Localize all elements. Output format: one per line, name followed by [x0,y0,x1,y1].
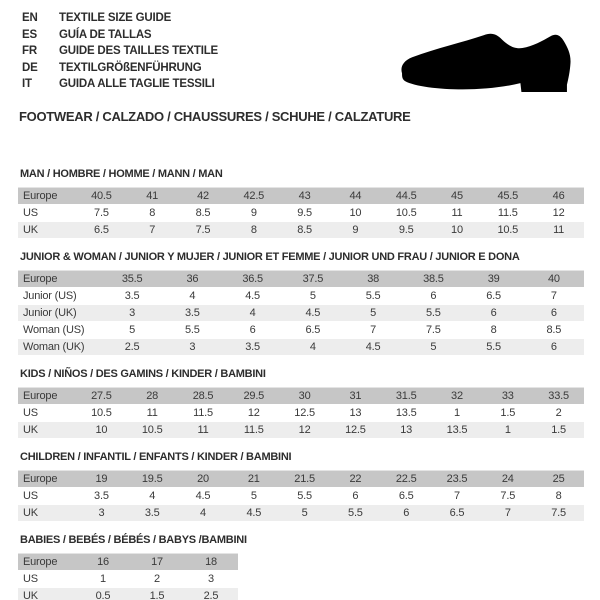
size-cell: 6 [524,305,584,322]
size-cell: 6 [464,305,524,322]
size-row-kids-1 [18,405,584,422]
size-section-children [18,451,584,522]
size-cell: 2 [533,405,584,422]
size-row-junior-woman-0 [18,271,584,288]
size-cell: 33 [482,388,533,405]
size-row-man-1 [18,205,584,222]
size-cell: 6 [524,339,584,356]
size-row-junior-woman-2 [18,305,584,322]
size-section-title: MAN / HOMBRE / HOMME / MANN / MAN [20,168,223,180]
language-row-de [22,60,218,77]
row-label: UK [18,422,76,439]
language-label: TEXTILGRÖßENFÜHRUNG [59,61,202,74]
row-label: US [18,205,76,222]
size-cell: 1 [482,422,533,439]
size-cell: 3.5 [223,339,283,356]
size-cell: 3 [76,505,127,522]
size-cell: 8.5 [524,322,584,339]
size-row-junior-woman-1 [18,288,584,305]
size-cell: 40 [524,271,584,288]
size-cell: 42.5 [228,188,279,205]
size-cell: 22 [330,471,381,488]
size-cell: 5 [228,488,279,505]
size-cell: 38 [343,271,403,288]
size-cell: 7 [343,322,403,339]
size-cell: 4.5 [178,488,229,505]
size-table-babies [18,553,238,600]
size-cell: 10.5 [76,405,127,422]
language-label: GUIDA ALLE TAGLIE TESSILI [59,78,215,90]
size-cell: 38.5 [403,271,463,288]
size-row-man-0 [18,188,584,205]
row-label: Europe [18,471,76,488]
size-cell: 2 [130,571,184,588]
row-label: Europe [18,188,76,205]
size-cell: 1.5 [482,405,533,422]
size-cell: 6.5 [381,488,432,505]
size-cell: 22.5 [381,471,432,488]
row-label: Europe [18,388,76,405]
size-cell: 6.5 [432,505,483,522]
size-cell: 4 [223,305,283,322]
size-cell: 4 [178,505,229,522]
size-cell: 28 [127,388,178,405]
size-cell: 9.5 [381,222,432,239]
size-cell: 5.5 [162,322,222,339]
size-cell: 1.5 [533,422,584,439]
size-cell: 6.5 [76,222,127,239]
size-cell: 23.5 [432,471,483,488]
size-cell: 35.5 [102,271,162,288]
size-cell: 36.5 [223,271,283,288]
size-tables [18,168,584,600]
size-cell: 4 [127,488,178,505]
size-cell: 13.5 [381,405,432,422]
row-label: Woman (UK) [18,339,102,356]
size-cell: 33.5 [533,388,584,405]
size-cell: 6.5 [464,288,524,305]
size-table-man [18,187,584,239]
size-cell: 7 [127,222,178,239]
size-cell: 44.5 [381,188,432,205]
size-cell: 10.5 [482,222,533,239]
size-cell: 5.5 [279,488,330,505]
size-cell: 6.5 [283,322,343,339]
size-cell: 7.5 [533,505,584,522]
size-cell: 25 [533,471,584,488]
size-cell: 3.5 [76,488,127,505]
size-cell: 28.5 [178,388,229,405]
size-section-babies [18,534,584,600]
row-label: UK [18,588,76,600]
size-cell: 24 [482,471,533,488]
size-cell: 3.5 [127,505,178,522]
size-row-children-1 [18,488,584,505]
language-row-en [22,10,218,27]
size-cell: 4 [162,288,222,305]
size-cell: 9.5 [279,205,330,222]
size-cell: 6 [403,288,463,305]
language-code: DE [22,61,38,74]
dress-shoe-icon [398,33,572,93]
size-cell: 11 [533,222,584,239]
row-label: US [18,488,76,505]
row-label: UK [18,222,76,239]
size-row-kids-0 [18,388,584,405]
size-cell: 11 [178,422,229,439]
size-row-man-2 [18,222,584,239]
size-cell: 41 [127,188,178,205]
size-cell: 17 [130,554,184,571]
size-cell: 3.5 [102,288,162,305]
size-cell: 5 [283,288,343,305]
size-cell: 4.5 [223,288,283,305]
size-cell: 18 [184,554,238,571]
language-row-fr [22,43,218,60]
size-cell: 45 [432,188,483,205]
size-cell: 12 [279,422,330,439]
size-cell: 10 [330,205,381,222]
size-cell: 3 [162,339,222,356]
size-cell: 7.5 [76,205,127,222]
size-cell: 8 [228,222,279,239]
row-label: Europe [18,554,76,571]
size-cell: 40.5 [76,188,127,205]
size-cell: 11.5 [178,405,229,422]
language-code: EN [22,12,38,24]
size-cell: 7 [524,288,584,305]
size-cell: 0.5 [76,588,130,600]
size-cell: 6 [330,488,381,505]
size-cell: 3 [184,571,238,588]
size-cell: 5 [102,322,162,339]
size-cell: 12 [228,405,279,422]
size-cell: 13 [381,422,432,439]
language-row-it [22,76,218,93]
size-cell: 11 [432,205,483,222]
size-row-junior-woman-4 [18,339,584,356]
size-row-babies-1 [18,571,238,588]
size-row-babies-2 [18,588,238,600]
size-row-children-2 [18,505,584,522]
size-section-title: JUNIOR & WOMAN / JUNIOR Y MUJER / JUNIOR ET FEMME / JUNIOR UND FRAU / JUNIOR E DONA [20,251,520,263]
size-cell: 5.5 [403,305,463,322]
size-cell: 9 [330,222,381,239]
size-cell: 9 [228,205,279,222]
size-cell: 12.5 [330,422,381,439]
size-cell: 7.5 [178,222,229,239]
size-cell: 5 [343,305,403,322]
size-cell: 31 [330,388,381,405]
size-cell: 30 [279,388,330,405]
size-cell: 5.5 [464,339,524,356]
language-code: FR [22,45,37,57]
size-cell: 27.5 [76,388,127,405]
row-label: US [18,571,76,588]
size-section-title: KIDS / NIÑOS / DES GAMINS / KINDER / BAMBINI [20,368,266,380]
language-list [22,10,218,93]
language-code: IT [22,78,32,90]
row-label: US [18,405,76,422]
size-cell: 45.5 [482,188,533,205]
size-cell: 21.5 [279,471,330,488]
size-cell: 10.5 [127,422,178,439]
size-cell: 13 [330,405,381,422]
size-cell: 6 [381,505,432,522]
size-cell: 11.5 [228,422,279,439]
size-cell: 1.5 [130,588,184,600]
size-row-kids-2 [18,422,584,439]
row-label: Junior (US) [18,288,102,305]
size-cell: 11 [127,405,178,422]
size-cell: 5 [279,505,330,522]
language-row-es [22,27,218,44]
size-cell: 13.5 [432,422,483,439]
size-cell: 21 [228,471,279,488]
size-cell: 7.5 [403,322,463,339]
size-cell: 8 [464,322,524,339]
language-code: ES [22,28,37,41]
size-cell: 11.5 [482,205,533,222]
size-cell: 20 [178,471,229,488]
size-row-junior-woman-3 [18,322,584,339]
size-cell: 39 [464,271,524,288]
size-cell: 10 [432,222,483,239]
size-cell: 7 [482,505,533,522]
size-section-junior-woman [18,251,584,356]
size-cell: 4.5 [343,339,403,356]
size-cell: 29.5 [228,388,279,405]
size-cell: 3 [102,305,162,322]
size-cell: 4.5 [228,505,279,522]
row-label: UK [18,505,76,522]
language-label: GUÍA DE TALLAS [59,28,152,41]
size-cell: 4 [283,339,343,356]
size-cell: 2.5 [184,588,238,600]
size-table-children [18,470,584,522]
size-table-junior-woman [18,270,584,356]
size-cell: 1 [76,571,130,588]
size-cell: 4.5 [283,305,343,322]
size-cell: 19.5 [127,471,178,488]
size-cell: 6 [223,322,283,339]
size-cell: 5.5 [330,505,381,522]
size-cell: 8.5 [178,205,229,222]
row-label: Europe [18,271,102,288]
size-cell: 2.5 [102,339,162,356]
size-cell: 5 [403,339,463,356]
size-cell: 3.5 [162,305,222,322]
size-cell: 12 [533,205,584,222]
size-row-children-0 [18,471,584,488]
size-cell: 10 [76,422,127,439]
size-cell: 1 [432,405,483,422]
row-label: Junior (UK) [18,305,102,322]
size-cell: 8.5 [279,222,330,239]
size-cell: 7.5 [482,488,533,505]
size-cell: 31.5 [381,388,432,405]
language-label: TEXTILE SIZE GUIDE [59,12,172,24]
size-cell: 19 [76,471,127,488]
row-label: Woman (US) [18,322,102,339]
size-cell: 16 [76,554,130,571]
size-cell: 7 [432,488,483,505]
size-section-title: CHILDREN / INFANTIL / ENFANTS / KINDER / BAMBINI [20,451,292,463]
size-section-title: BABIES / BEBÉS / BÉBÉS / BABYS /BAMBINI [20,534,247,546]
size-cell: 5.5 [343,288,403,305]
language-label: GUIDE DES TAILLES TEXTILE [59,45,218,57]
size-section-man [18,168,584,239]
size-cell: 37.5 [283,271,343,288]
size-cell: 32 [432,388,483,405]
size-row-babies-0 [18,554,238,571]
size-cell: 10.5 [381,205,432,222]
size-cell: 12.5 [279,405,330,422]
size-cell: 43 [279,188,330,205]
size-cell: 36 [162,271,222,288]
size-cell: 8 [533,488,584,505]
size-section-kids [18,368,584,439]
size-cell: 46 [533,188,584,205]
category-heading: FOOTWEAR / CALZADO / CHAUSSURES / SCHUHE / CALZATURE [19,109,411,124]
size-table-kids [18,387,584,439]
size-cell: 42 [178,188,229,205]
size-cell: 8 [127,205,178,222]
size-cell: 44 [330,188,381,205]
